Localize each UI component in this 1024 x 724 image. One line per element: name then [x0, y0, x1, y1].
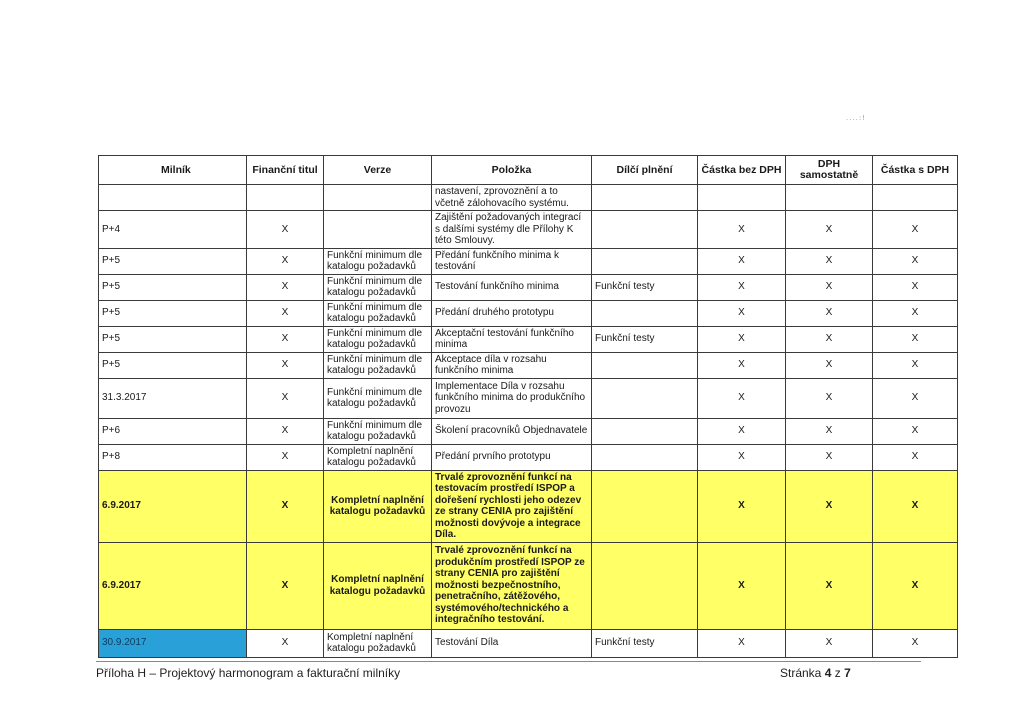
cell-titul: X — [247, 274, 324, 300]
cell-milnik: P+5 — [99, 326, 247, 352]
cell-milnik: P+5 — [99, 248, 247, 274]
cell-dilci — [592, 542, 698, 629]
cell-castka-s: X — [873, 248, 958, 274]
milestone-table — [98, 155, 958, 658]
page-prefix: Stránka — [780, 666, 825, 680]
cell-verze: Funkční minimum dle katalogu požadavků — [324, 326, 432, 352]
page-separator: z — [831, 666, 845, 680]
table-row — [99, 248, 958, 274]
cell-milnik-highlighted: 30.9.2017 — [99, 629, 247, 657]
cell-polozka: Testování Díla — [432, 629, 592, 657]
footer-page-number — [780, 666, 851, 680]
cell-verze: Kompletní naplnění katalogu požadavků — [324, 542, 432, 629]
cell-dph: X — [786, 444, 873, 470]
table-row — [99, 274, 958, 300]
cell-dph: X — [786, 629, 873, 657]
cell-castka-bez: X — [698, 629, 786, 657]
page-current: 4 — [824, 666, 832, 680]
footer-divider — [96, 661, 921, 662]
cell-dph: X — [786, 352, 873, 378]
cell-milnik: P+5 — [99, 300, 247, 326]
table-row — [99, 418, 958, 444]
cell-castka-bez — [698, 185, 786, 211]
cell-dph: X — [786, 418, 873, 444]
cell-castka-bez: X — [698, 542, 786, 629]
cell-polozka: Předání funkčního minima k testování — [432, 248, 592, 274]
table-row — [99, 326, 958, 352]
cell-castka-s: X — [873, 352, 958, 378]
cell-dilci — [592, 444, 698, 470]
corner-mark: ....:! — [846, 114, 867, 122]
cell-dilci — [592, 300, 698, 326]
cell-verze — [324, 185, 432, 211]
cell-castka-s — [873, 185, 958, 211]
cell-castka-s: X — [873, 444, 958, 470]
table-row — [99, 185, 958, 211]
cell-titul: X — [247, 470, 324, 542]
cell-verze: Funkční minimum dle katalogu požadavků — [324, 248, 432, 274]
cell-titul: X — [247, 352, 324, 378]
cell-polozka: Předání druhého prototypu — [432, 300, 592, 326]
cell-milnik: P+5 — [99, 274, 247, 300]
cell-dilci: Funkční testy — [592, 274, 698, 300]
cell-castka-bez: X — [698, 274, 786, 300]
cell-verze: Funkční minimum dle katalogu požadavků — [324, 352, 432, 378]
cell-verze — [324, 211, 432, 249]
header-verze: Verze — [324, 156, 432, 185]
cell-castka-bez: X — [698, 248, 786, 274]
cell-polozka: Trvalé zprovoznění funkcí na produkčním prostředí ISPOP ze strany CENIA pro zajištění možnosti bezpečnostního, penetračního, zátěžového, systémového/technického a integračního testování. — [432, 542, 592, 629]
cell-polozka: Školení pracovníků Objednavatele — [432, 418, 592, 444]
cell-milnik: P+4 — [99, 211, 247, 249]
cell-verze: Kompletní naplnění katalogu požadavků — [324, 470, 432, 542]
cell-dilci — [592, 418, 698, 444]
cell-titul: X — [247, 629, 324, 657]
table-row — [99, 444, 958, 470]
cell-polozka: Akceptace díla v rozsahu funkčního minima — [432, 352, 592, 378]
cell-verze: Funkční minimum dle katalogu požadavků — [324, 300, 432, 326]
table-row — [99, 352, 958, 378]
cell-titul: X — [247, 300, 324, 326]
cell-polozka: nastavení, zprovoznění a to včetně zálohovacího systému. — [432, 185, 592, 211]
cell-milnik: 31.3.2017 — [99, 378, 247, 418]
cell-castka-s: X — [873, 326, 958, 352]
cell-titul: X — [247, 248, 324, 274]
cell-dph: X — [786, 542, 873, 629]
header-dph-samostatne: DPH samostatně — [786, 156, 873, 185]
header-polozka: Položka — [432, 156, 592, 185]
header-financni-titul: Finanční titul — [247, 156, 324, 185]
cell-dph: X — [786, 274, 873, 300]
cell-dph: X — [786, 378, 873, 418]
header-dilci-plneni: Dílčí plnění — [592, 156, 698, 185]
cell-polozka: Předání prvního prototypu — [432, 444, 592, 470]
cell-polozka: Testování funkčního minima — [432, 274, 592, 300]
cell-castka-bez: X — [698, 211, 786, 249]
cell-castka-s: X — [873, 211, 958, 249]
cell-verze: Kompletní naplnění katalogu požadavků — [324, 629, 432, 657]
cell-dilci: Funkční testy — [592, 326, 698, 352]
cell-castka-bez: X — [698, 378, 786, 418]
cell-castka-s: X — [873, 542, 958, 629]
header-milnik: Milník — [99, 156, 247, 185]
cell-castka-s: X — [873, 300, 958, 326]
cell-dilci — [592, 378, 698, 418]
table-row — [99, 300, 958, 326]
cell-verze: Funkční minimum dle katalogu požadavků — [324, 378, 432, 418]
cell-castka-s: X — [873, 378, 958, 418]
cell-titul: X — [247, 542, 324, 629]
cell-verze: Funkční minimum dle katalogu požadavků — [324, 418, 432, 444]
cell-castka-s: X — [873, 470, 958, 542]
cell-milnik: P+8 — [99, 444, 247, 470]
cell-milnik: P+6 — [99, 418, 247, 444]
cell-dph: X — [786, 326, 873, 352]
cell-dph: X — [786, 211, 873, 249]
header-castka-s-dph: Částka s DPH — [873, 156, 958, 185]
header-castka-bez-dph: Částka bez DPH — [698, 156, 786, 185]
cell-titul: X — [247, 326, 324, 352]
cell-titul: X — [247, 211, 324, 249]
cell-castka-s: X — [873, 274, 958, 300]
cell-verze: Funkční minimum dle katalogu požadavků — [324, 274, 432, 300]
cell-castka-s: X — [873, 629, 958, 657]
cell-castka-s: X — [873, 418, 958, 444]
cell-titul: X — [247, 444, 324, 470]
cell-castka-bez: X — [698, 326, 786, 352]
footer-title: Příloha H – Projektový harmonogram a fakturační milníky — [96, 666, 401, 680]
cell-castka-bez: X — [698, 444, 786, 470]
cell-milnik — [99, 185, 247, 211]
cell-milnik: 6.9.2017 — [99, 470, 247, 542]
table-row — [99, 378, 958, 418]
cell-polozka: Implementace Díla v rozsahu funkčního minima do produkčního provozu — [432, 378, 592, 418]
cell-dph: X — [786, 470, 873, 542]
cell-verze: Kompletní naplnění katalogu požadavků — [324, 444, 432, 470]
cell-dilci: Funkční testy — [592, 629, 698, 657]
cell-dilci — [592, 185, 698, 211]
cell-titul: X — [247, 378, 324, 418]
cell-milnik: 6.9.2017 — [99, 542, 247, 629]
table-row — [99, 211, 958, 249]
cell-castka-bez: X — [698, 352, 786, 378]
page-total: 7 — [844, 666, 851, 680]
cell-castka-bez: X — [698, 300, 786, 326]
cell-polozka: Zajištění požadovaných integrací s dalšími systémy dle Přílohy K této Smlouvy. — [432, 211, 592, 249]
cell-titul — [247, 185, 324, 211]
cell-polozka: Akceptační testování funkčního minima — [432, 326, 592, 352]
cell-polozka: Trvalé zprovoznění funkcí na testovacím prostředí ISPOP a dořešení rychlosti jeho odezev ze strany CENIA pro zajištění možnosti dovývoje a integrace Díla. — [432, 470, 592, 542]
cell-castka-bez: X — [698, 470, 786, 542]
table-row-highlighted — [99, 470, 958, 542]
cell-dilci — [592, 352, 698, 378]
cell-dph: X — [786, 248, 873, 274]
cell-milnik: P+5 — [99, 352, 247, 378]
cell-dph: X — [786, 300, 873, 326]
table-row — [99, 629, 958, 657]
cell-titul: X — [247, 418, 324, 444]
cell-castka-bez: X — [698, 418, 786, 444]
cell-dilci — [592, 470, 698, 542]
cell-dilci — [592, 211, 698, 249]
cell-dph — [786, 185, 873, 211]
table-row-highlighted — [99, 542, 958, 629]
cell-dilci — [592, 248, 698, 274]
